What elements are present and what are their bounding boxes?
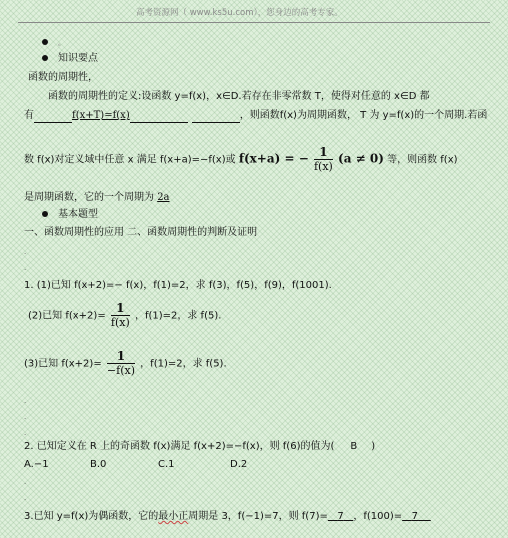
period-answer: 2a — [157, 192, 170, 203]
definition-formula-left: f(x+a) = − — [238, 151, 309, 166]
problem3-answer-2: 7 — [411, 511, 419, 522]
problem1-part1: 1. (1)已知 f(x+2)=− f(x)，f(1)=2，求 f(3)，f(5)，f(9)，f(1001). — [24, 280, 332, 291]
definition-condition: (a ≠ 0) — [338, 151, 384, 166]
paragraph-mark: . — [24, 413, 27, 421]
paragraph-mark: . — [24, 248, 27, 256]
option-d: D.2 — [230, 459, 248, 470]
definition-line-1: 函数的周期性的定义:设函数 y=f(x)，x∈D.若存在非零常数 T，使得对任意的 x∈D 都 — [48, 91, 430, 102]
paragraph-mark: . — [24, 397, 27, 405]
basic-types-heading: 基本题型 — [42, 208, 98, 221]
blank-bullet-line: 。 — [42, 36, 65, 50]
problem2-answer: B — [350, 441, 358, 452]
paragraph-mark: . — [24, 429, 27, 437]
periodicity-title: 函数的周期性， — [28, 72, 98, 83]
problem1-part3: (3)已知 f(x+2)= $\frac{1}{-f(x)}$ ，f(1)=2，求 f(5). — [24, 349, 227, 377]
bullet-icon — [42, 39, 48, 45]
page-header: 高考资源网（ www.ks5u.com），您身边的高考专家。 — [136, 8, 343, 18]
types-line: 一、函数周期性的应用 二、函数周期性的判断及证明 — [24, 227, 258, 238]
paragraph-mark: . — [24, 494, 27, 502]
option-a: A.−1 — [24, 459, 49, 470]
bullet-icon — [42, 211, 48, 217]
problem3-emphasis: 最小正 — [158, 511, 189, 522]
problem3: 3.已知 y=f(x)为偶函数，它的最小正周期是 3，f(−1)=7，则 f(7)= 7 ，f(100)= 7 — [24, 510, 431, 523]
key-points-heading: 知识要点 — [42, 52, 98, 65]
problem3-answer-1: 7 — [337, 511, 344, 522]
paragraph-mark: . — [24, 264, 27, 272]
problem1-part3-fraction: $\frac{1}{-f(x)}$ — [106, 349, 135, 377]
definition-line-2: 有 f(x+T)=f(x) ，则函数f(x)为周期函数， T 为 y=f(x)的一个周期.若函 — [24, 110, 488, 121]
paragraph-mark: . — [24, 478, 27, 486]
problem1-part2: (2)已知 f(x+2)= $\frac{1}{f(x)}$ ，f(1)=2，求 f(5). — [28, 301, 222, 329]
definition-formula: f(x+T)=f(x) — [72, 110, 130, 121]
problem1-part2-fraction: $\frac{1}{f(x)}$ — [110, 301, 130, 329]
definition-fraction: $\frac{1}{f(x)}$ — [313, 145, 333, 173]
header-divider — [18, 22, 490, 23]
definition-line-3: 数 f(x)对定义域中任意 x 满足 f(x+a)=−f(x)或 f(x+a) = − $\frac{1}{f(x)}$ (a ≠ 0) 等，则函数 f(x) — [24, 145, 458, 173]
option-b: B.0 — [90, 459, 107, 470]
bullet-icon — [42, 55, 48, 61]
definition-line-4: 是周期函数，它的一个周期为 2a — [24, 192, 170, 203]
problem2-stem: 2. 已知定义在 R 上的奇函数 f(x)满足 f(x+2)=−f(x)，则 f(6)的值为( B ) — [24, 441, 376, 452]
option-c: C.1 — [158, 459, 175, 470]
